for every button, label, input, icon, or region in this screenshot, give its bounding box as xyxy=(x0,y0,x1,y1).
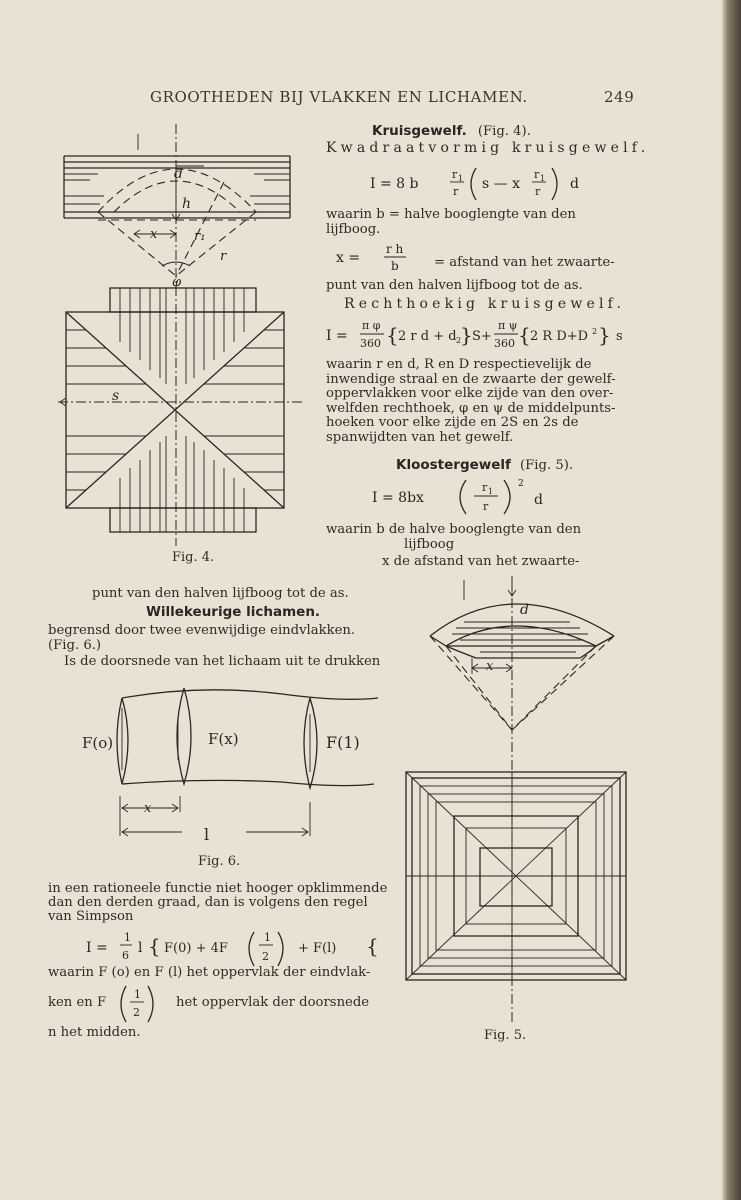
fig4-caption: Fig. 4. xyxy=(172,550,215,565)
waarin-b-line2: lijfboog. xyxy=(326,222,381,237)
waarin-r-line: inwendige straal en de zwaarte der gewelf- xyxy=(326,371,616,387)
simpson-intro-line: dan den derden graad, dan is volgens den regel xyxy=(48,895,368,910)
svg-text:1: 1 xyxy=(458,174,464,183)
svg-text:d: d xyxy=(570,176,579,192)
waarin-r-line: welfden rechthoek, φ en ψ de middelpunts- xyxy=(326,400,616,416)
waarin-r-line: hoeken voor elke zijde en 2S en 2s de xyxy=(326,415,579,431)
svg-text:2 R D+D: 2 R D+D xyxy=(530,329,589,344)
svg-text:x =: x = xyxy=(336,250,361,266)
svg-text:π ψ: π ψ xyxy=(498,319,518,332)
formula-x-line2: punt van den halven lijfboog tot de as. xyxy=(326,278,583,293)
svg-text:l: l xyxy=(138,940,143,956)
svg-text:b: b xyxy=(391,259,399,273)
page-edge-shadow xyxy=(722,0,741,1200)
waarin-r-line: oppervlakken voor elke zijde van den over- xyxy=(326,386,614,402)
kruisgewelf-heading: Kruisgewelf. xyxy=(372,123,467,139)
fraction-half xyxy=(116,984,160,1024)
willekeurige-line: (Fig. 6.) xyxy=(48,638,102,653)
page-number: 249 xyxy=(604,88,635,106)
klooster-continuation: punt van den halven lijfboog tot de as. xyxy=(92,586,349,601)
svg-text:r: r xyxy=(483,500,489,513)
formula-x xyxy=(336,240,426,276)
formula-rect-vault xyxy=(326,316,642,358)
formula-kloostergewelf xyxy=(370,476,550,518)
svg-text:{: { xyxy=(518,323,531,347)
klooster-waarin-line: lijfboog xyxy=(404,537,455,552)
svg-text:360: 360 xyxy=(494,337,515,350)
waarin-r-block xyxy=(326,358,616,446)
figure-4-kruisgewelf xyxy=(54,116,314,552)
svg-text:r h: r h xyxy=(386,242,404,256)
svg-text:360: 360 xyxy=(360,337,381,350)
square-vault-label: Kwadraatvormig kruisgewelf. xyxy=(326,140,650,156)
fig6-label-x: x xyxy=(144,801,152,816)
svg-text:I = 8bx: I = 8bx xyxy=(372,490,424,506)
fig5-label-x: x xyxy=(486,659,494,674)
het-oppervlak-line: het oppervlak der doorsnede xyxy=(176,995,370,1010)
fig5-caption: Fig. 5. xyxy=(484,1028,527,1043)
fig4-label-d: d xyxy=(174,166,183,182)
fig4-label-h: h xyxy=(182,196,192,212)
svg-text:S+: S+ xyxy=(472,329,492,344)
svg-text:r: r xyxy=(453,185,459,198)
svg-text:2: 2 xyxy=(592,327,598,336)
svg-text:d: d xyxy=(534,492,543,508)
svg-text:{: { xyxy=(148,934,161,958)
svg-text:s: s xyxy=(616,329,623,344)
svg-text:I = 8 b: I = 8 b xyxy=(370,176,419,192)
svg-text:+ F(l): + F(l) xyxy=(298,941,337,956)
fig6-label-fx: F(x) xyxy=(208,730,239,748)
klooster-waarin-line: x de afstand van het zwaarte- xyxy=(382,554,580,569)
kloostergewelf-heading: Kloostergewelf xyxy=(396,457,511,473)
svg-text:r: r xyxy=(482,481,488,494)
svg-text:π φ: π φ xyxy=(362,319,381,332)
fig6-label-l: l xyxy=(204,825,210,844)
svg-text:2: 2 xyxy=(456,336,462,345)
svg-text:I =: I = xyxy=(326,328,348,344)
simpson-intro-line: in een rationeele functie niet hooger opklimmende xyxy=(48,881,388,896)
waarin-b-line1: waarin b = halve booglengte van den xyxy=(326,207,576,222)
fig6-caption: Fig. 6. xyxy=(198,854,241,869)
n-het-midden: n het midden. xyxy=(48,1025,141,1040)
fig4-label-s: s xyxy=(112,388,120,404)
svg-text:s — x: s — x xyxy=(482,176,520,192)
svg-text:1: 1 xyxy=(134,988,141,1001)
svg-text:1: 1 xyxy=(488,487,494,496)
klooster-waarin-line: waarin b de halve booglengte van den xyxy=(326,522,582,537)
rect-vault-label: Rechthoekig kruisgewelf. xyxy=(344,296,626,312)
svg-text:}: } xyxy=(460,323,473,347)
formula-square-vault xyxy=(368,164,598,204)
svg-text:2: 2 xyxy=(133,1006,140,1019)
willekeurige-line: begrensd door twee evenwijdige eindvlakken. xyxy=(48,623,356,638)
simpson-intro-line: van Simpson xyxy=(48,909,134,924)
formula-x-text: = afstand van het zwaarte- xyxy=(434,255,615,270)
svg-text:{: { xyxy=(366,934,379,958)
svg-text:r: r xyxy=(535,185,541,198)
svg-text:2 r d + d: 2 r d + d xyxy=(398,329,457,344)
fig4-label-phi: φ xyxy=(172,275,182,290)
svg-text:1: 1 xyxy=(264,931,271,944)
fig5-label-d: d xyxy=(520,602,529,618)
svg-text:r: r xyxy=(452,168,458,181)
svg-text:r: r xyxy=(534,168,540,181)
fig6-label-f0: F(o) xyxy=(82,734,114,752)
svg-text:F(0) + 4F: F(0) + 4F xyxy=(164,941,228,956)
kloostergewelf-heading-line xyxy=(396,454,573,473)
fig4-label-r1: r₁ xyxy=(194,229,206,244)
svg-text:{: { xyxy=(386,323,399,347)
willekeurige-heading: Willekeurige lichamen. xyxy=(146,604,321,620)
fig6-label-f1: F(1) xyxy=(326,733,360,752)
running-header: GROOTHEDEN BIJ VLAKKEN EN LICHAMEN. xyxy=(150,88,528,106)
figure-5-kloostergewelf xyxy=(400,572,720,1032)
svg-text:2: 2 xyxy=(518,479,524,489)
formula-simpson xyxy=(86,926,386,970)
fig4-label-r: r xyxy=(220,249,227,264)
ken-en-F: ken en F xyxy=(48,995,107,1010)
waarin-r-line: spanwijdten van het gewelf. xyxy=(326,429,514,445)
kloostergewelf-fig-ref: (Fig. 5). xyxy=(519,458,574,473)
waarin-F-line: waarin F (o) en F (l) het oppervlak der eindvlak- xyxy=(48,965,371,980)
svg-text:1: 1 xyxy=(124,931,131,944)
kruisgewelf-heading-line xyxy=(372,120,531,139)
svg-text:I =: I = xyxy=(86,940,108,956)
svg-text:1: 1 xyxy=(540,174,546,183)
fig4-label-x: x xyxy=(150,227,158,242)
svg-text:}: } xyxy=(598,323,611,347)
svg-text:2: 2 xyxy=(262,950,269,963)
willekeurige-line: Is de doorsnede van het lichaam uit te drukken xyxy=(64,654,381,669)
kruisgewelf-fig-ref: (Fig. 4). xyxy=(477,124,531,139)
figure-6-willekeurig-lichaam xyxy=(82,680,382,846)
waarin-r-line: waarin r en d, R en D respectievelijk de xyxy=(326,357,592,372)
svg-text:6: 6 xyxy=(122,949,129,962)
